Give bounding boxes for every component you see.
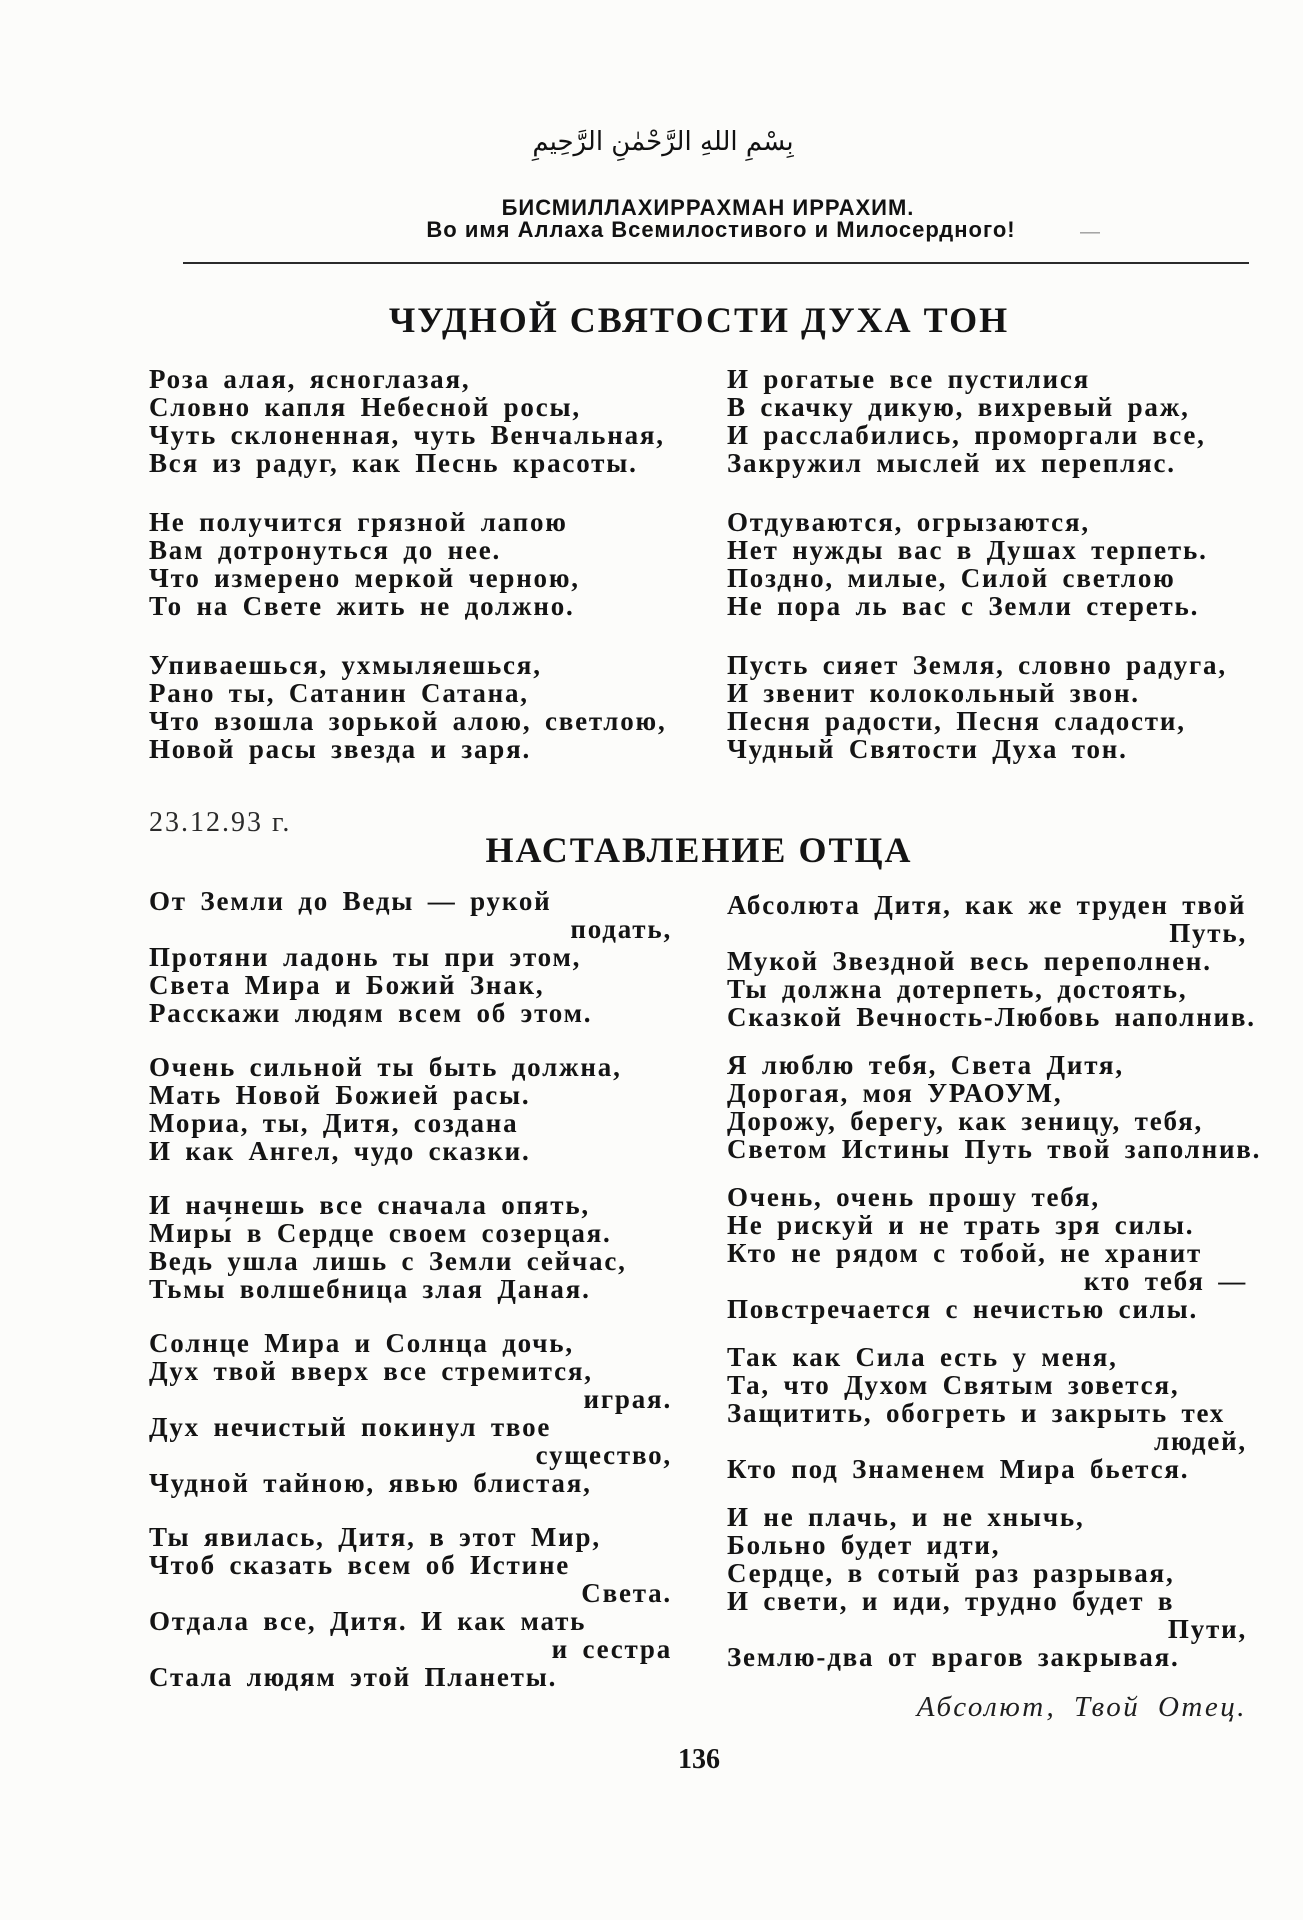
- bismillah-translation: Во имя Аллаха Всемилостивого и Милосердного!: [426, 217, 1016, 242]
- verse-line: Землю-два от врагов закрывая.: [727, 1642, 1180, 1672]
- verse-line: Чудной тайною, явью блистая,: [149, 1468, 592, 1498]
- verse-line: Мать Новой Божией расы.: [149, 1080, 531, 1110]
- stanza: [727, 365, 1247, 477]
- poem-left-column: [149, 365, 672, 763]
- stanza: [727, 651, 1247, 763]
- verse-line: Расскажи людям всем об этом.: [149, 998, 593, 1028]
- poem-signature: Абсолют, Твой Отец.: [916, 1691, 1247, 1723]
- verse-line-continuation: Путь,: [1169, 918, 1247, 948]
- verse-line: Чуть склоненная, чуть Венчальная,: [149, 420, 665, 450]
- verse-line: Стала людям этой Планеты.: [149, 1662, 558, 1692]
- stanza: [149, 508, 672, 620]
- stanza: [149, 1191, 672, 1303]
- bismillah-calligraphy: بِسْمِ اللهِ الرَّحْمٰنِ الرَّحِيمِ: [532, 127, 794, 157]
- verse-line: Не получится грязной лапою: [149, 507, 568, 537]
- verse-line: Протяни ладонь ты при этом,: [149, 942, 582, 972]
- poem-date: 23.12.93 г.: [149, 807, 292, 838]
- verse-line: Защитить, обогреть и закрыть тех: [727, 1398, 1226, 1428]
- verse-line: И расслабились, проморгали все,: [727, 420, 1206, 450]
- verse-line: Песня радости, Песня сладости,: [727, 706, 1186, 736]
- stray-dash-mark: —: [1080, 221, 1100, 243]
- verse-line: Дорожу, берегу, как зеницу, тебя,: [727, 1106, 1204, 1136]
- verse-line: Отдала все, Дитя. И как мать: [149, 1606, 587, 1636]
- stanza: [727, 1050, 1262, 1164]
- stanza: [149, 1053, 672, 1165]
- verse-line: Нет нужды вас в Душах терпеть.: [727, 535, 1208, 565]
- verse-line: Повстречается с нечистью силы.: [727, 1294, 1199, 1324]
- verse-line: Абсолюта Дитя, как же труден твой: [727, 890, 1247, 920]
- verse-line: Света Мира и Божий Знак,: [149, 970, 545, 1000]
- verse-line: Мориа, ты, Дитя, создана: [149, 1108, 519, 1138]
- verse-line: Светом Истины Путь твой заполнив.: [727, 1134, 1262, 1164]
- verse-line: Ты должна дотерпеть, достоять,: [727, 974, 1188, 1004]
- verse-line: Новой расы звезда и заря.: [149, 734, 532, 764]
- verse-line: Словно капля Небесной росы,: [149, 392, 581, 422]
- verse-line: То на Свете жить не должно.: [149, 591, 575, 621]
- verse-line: Чудный Святости Духа тон.: [727, 734, 1128, 764]
- verse-line: Закружил мыслей их перепляс.: [727, 448, 1176, 478]
- verse-line: Упиваешься, ухмыляешься,: [149, 650, 542, 680]
- verse-line: Пусть сияет Земля, словно радуга,: [727, 650, 1227, 680]
- stanza: [149, 887, 672, 1027]
- verse-line: Что измерено меркой черною,: [149, 563, 580, 593]
- stanza: [149, 365, 672, 477]
- poem-left-column: [149, 887, 672, 1691]
- verse-line: Поздно, милые, Силой светлою: [727, 563, 1176, 593]
- poem-title: НАСТАВЛЕНИЕ ОТЦА: [485, 830, 913, 870]
- verse-line: Больно будет идти,: [727, 1530, 1001, 1560]
- stanza: [727, 1183, 1247, 1323]
- verse-line: Ведь ушла лишь с Земли сейчас,: [149, 1246, 627, 1276]
- header-divider: [183, 262, 1249, 264]
- bismillah-transliteration: БИСМИЛЛАХИРРАХМАН ИРРАХИМ.: [501, 195, 915, 220]
- verse-line: Кто под Знаменем Мира бьется.: [727, 1454, 1190, 1484]
- verse-line: Тьмы волшебница злая Даная.: [149, 1274, 591, 1304]
- verse-line-continuation: людей,: [1154, 1426, 1247, 1456]
- verse-line: Дух твой вверх все стремится,: [149, 1356, 593, 1386]
- verse-line-continuation: и сестра: [551, 1634, 672, 1664]
- verse-line-continuation: Пути,: [1167, 1614, 1247, 1644]
- verse-line: И начнешь все сначала опять,: [149, 1190, 590, 1220]
- verse-line: Не пора ль вас с Земли стереть.: [727, 591, 1200, 621]
- verse-line-continuation: существо,: [535, 1440, 672, 1470]
- verse-line: Так как Сила есть у меня,: [727, 1342, 1118, 1372]
- verse-line: Очень, очень прошу тебя,: [727, 1182, 1100, 1212]
- verse-line: И не плачь, и не хнычь,: [727, 1502, 1085, 1532]
- verse-line: Вся из радуг, как Песнь красоты.: [149, 448, 638, 478]
- stanza: [727, 508, 1247, 620]
- poem-right-column: [727, 890, 1262, 1672]
- verse-line: Дух нечистый покинул твое: [149, 1412, 552, 1442]
- verse-line: Чтоб сказать всем об Истине: [149, 1550, 571, 1580]
- verse-line: Сердце, в сотый раз разрывая,: [727, 1558, 1175, 1588]
- page-number: 136: [678, 1744, 720, 1775]
- verse-line: И свети, и иди, трудно будет в: [727, 1586, 1175, 1616]
- stanza: [149, 651, 672, 763]
- stanza: [727, 890, 1256, 1032]
- verse-line: И как Ангел, чудо сказки.: [149, 1136, 531, 1166]
- verse-line: Отдуваются, огрызаются,: [727, 507, 1090, 537]
- verse-line: Не рискуй и не трать зря силы.: [727, 1210, 1195, 1240]
- verse-line: Ты явилась, Дитя, в этот Мир,: [149, 1522, 601, 1552]
- stanza: [727, 1503, 1247, 1671]
- verse-line-continuation: Света.: [581, 1578, 672, 1608]
- verse-line: Миры́ в Сердце своем созерцая.: [149, 1218, 612, 1248]
- verse-line: И рогатые все пустилися: [727, 364, 1091, 394]
- verse-line: Я люблю тебя, Света Дитя,: [727, 1050, 1124, 1080]
- verse-line: Солнце Мира и Солнца дочь,: [149, 1328, 574, 1358]
- verse-line-continuation: подать,: [570, 914, 672, 944]
- stanza: [149, 1329, 672, 1497]
- stanza: [727, 1343, 1247, 1483]
- verse-line: Кто не рядом с тобой, не хранит: [727, 1238, 1203, 1268]
- verse-line: И звенит колокольный звон.: [727, 678, 1140, 708]
- verse-line: Дорогая, моя УРАОУМ,: [727, 1078, 1063, 1108]
- verse-line: Роза алая, ясноглазая,: [149, 364, 471, 394]
- verse-line: Мукой Звездной весь переполнен.: [727, 946, 1212, 976]
- verse-line: Сказкой Вечность-Любовь наполнив.: [727, 1002, 1256, 1032]
- verse-line: Очень сильной ты быть должна,: [149, 1052, 622, 1082]
- verse-line: В скачку дикую, вихревый раж,: [727, 392, 1190, 422]
- verse-line: Что взошла зорькой алою, светлою,: [149, 706, 667, 736]
- stanza: [149, 1523, 672, 1691]
- verse-line: От Земли до Веды — рукой: [149, 886, 552, 916]
- verse-line: Та, что Духом Святым зовется,: [727, 1370, 1180, 1400]
- poem-right-column: [727, 365, 1247, 763]
- verse-line-continuation: кто тебя —: [1083, 1266, 1247, 1296]
- verse-line-continuation: играя.: [583, 1384, 672, 1414]
- verse-line: Вам дотронуться до нее.: [149, 535, 502, 565]
- verse-line: Рано ты, Сатанин Сатана,: [149, 678, 529, 708]
- poem-title: ЧУДНОЙ СВЯТОСТИ ДУХА ТОН: [388, 300, 1010, 340]
